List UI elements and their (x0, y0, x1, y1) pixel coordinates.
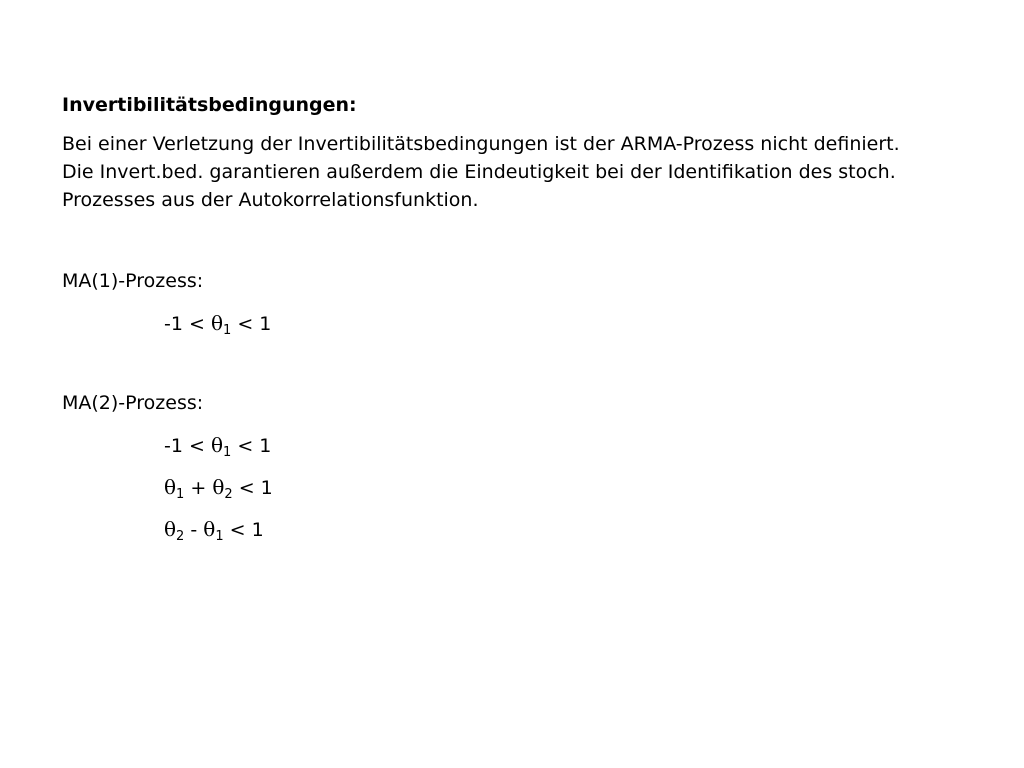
formula-text: + (184, 477, 213, 499)
subscript: 2 (224, 487, 233, 502)
subscript: 1 (223, 445, 232, 460)
ma2-condition-3 (164, 516, 264, 550)
ma1-condition-1 (164, 310, 271, 344)
subscript: 2 (176, 529, 185, 544)
ma2-condition-2 (164, 474, 273, 508)
formula-text: -1 < (164, 313, 211, 335)
formula-text: - (184, 519, 204, 541)
ma2-label: MA(2)-Prozess: (62, 392, 204, 414)
subscript: 1 (223, 323, 232, 338)
slide-heading: Invertibilitätsbedingungen: (62, 94, 357, 116)
formula-text: < 1 (231, 313, 272, 335)
intro-paragraph (62, 130, 982, 214)
subscript: 1 (176, 487, 185, 502)
ma1-label: MA(1)-Prozess: (62, 270, 204, 292)
theta-symbol: θ (164, 517, 177, 541)
subscript: 1 (215, 529, 224, 544)
theta-symbol: θ (203, 517, 216, 541)
theta-symbol: θ (210, 433, 223, 457)
paragraph-line: Prozesses aus der Autokorrelationsfunktion. (62, 189, 479, 211)
formula-text: < 1 (231, 435, 272, 457)
formula-text: -1 < (164, 435, 211, 457)
paragraph-line: Die Invert.bed. garantieren außerdem die Eindeutigkeit bei der Identifikation des stoch. (62, 161, 896, 183)
theta-symbol: θ (212, 475, 225, 499)
theta-symbol: θ (210, 311, 223, 335)
formula-text: < 1 (223, 519, 264, 541)
ma2-condition-1 (164, 432, 271, 466)
formula-text: < 1 (232, 477, 273, 499)
paragraph-line: Bei einer Verletzung der Invertibilitätsbedingungen ist der ARMA-Prozess nicht definiert. (62, 133, 900, 155)
theta-symbol: θ (164, 475, 177, 499)
